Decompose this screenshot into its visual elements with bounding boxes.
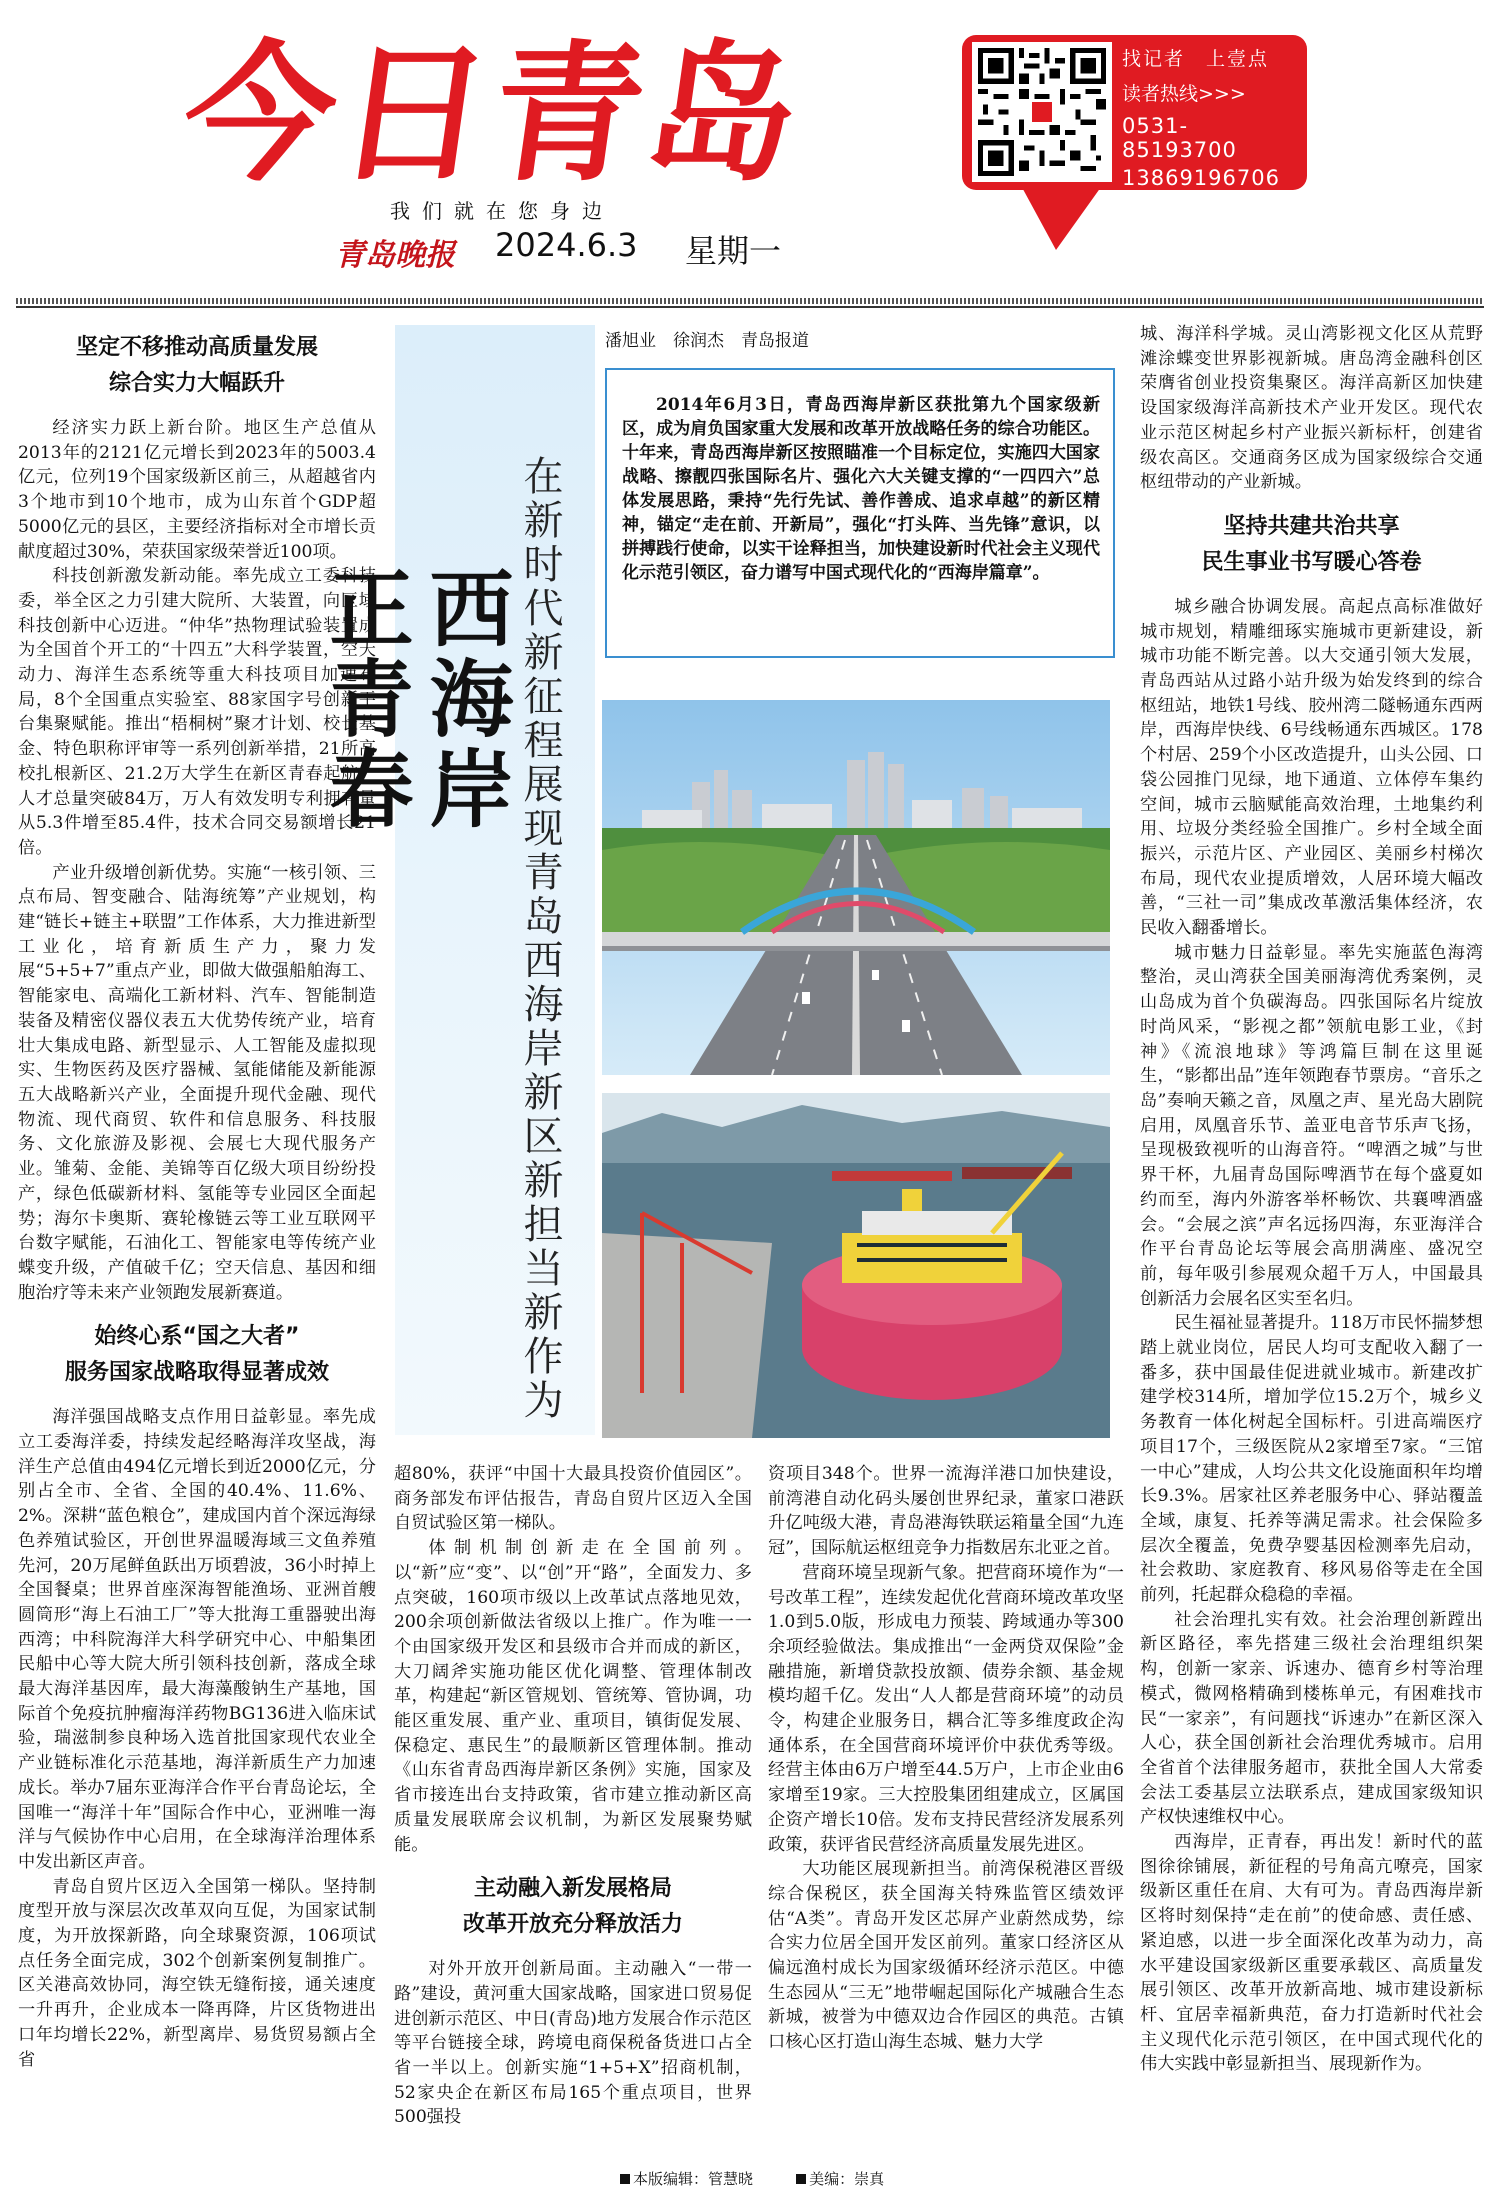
paragraph: 对外开放开创新局面。主动融入“一带一路”建设，黄河重大国家战略，国家进口贸易促进创新示范区、中日(青岛)地方发展合作示范区等平台链接全球，跨境电商保税备货进口占全省一半以上。创新实施“1+5+X”招商机制，52家央企在新区布局165个重点项目，世界500强投: [394, 1959, 752, 2128]
masthead-divider-line: [16, 306, 1484, 308]
paragraph: 社会治理扎实有效。社会治理创新蹚出新区路径，率先搭建三级社会治理组织架构，创新一家亲、诉速办、德育乡村等治理模式，微网格精确到楼栋单元，有困难找市民“一家亲”，有问题找“诉速办”在新区深入人心，获全国创新社会治理优秀城市。启用全省首个法律服务超市，获批全国人大常委会法工委基层立法联系点，建成国家级知识产权快速维权中心。: [1140, 1609, 1483, 1828]
masthead: [0, 0, 1500, 290]
square-bullet-icon: [796, 2174, 806, 2184]
hotline-phone-1[interactable]: 0531-85193700: [1122, 114, 1237, 162]
byline: 潘旭业 徐润杰 青岛报道: [605, 331, 809, 351]
lead-paragraph: [622, 393, 1100, 585]
hotline-bubble-tail: [1018, 180, 1106, 250]
page-footer: [620, 2168, 884, 2189]
paragraph: 民生福祉显著提升。118万市民怀揣梦想踏上就业岗位，居民人均可支配收入翻了一番多，获中国最佳促进就业城市。新建改扩建学校314所，增加学位15.2万个，城乡义务教育一体化树起全国标杆。引进高端医疗项目17个，三级医院从2家增至7家。“三馆一中心”建成，人均公共文化设施面积年均增长9.3%。居家社区养老服务中心、驿站覆盖全域，康复、托养等满足需求。社会保险多层次全覆盖，免费孕婴基因检测率先启动，社会救助、家庭教育、移风易俗等走在全国前列，托起群众稳稳的幸福。: [1140, 1313, 1483, 1606]
headline-line: 始终心系“国之大者”: [94, 1324, 300, 1350]
article-title: [316, 565, 515, 835]
center-column-2: [768, 1462, 1124, 2055]
hotline-label: 读者热线>>>: [1122, 83, 1246, 105]
section-headline-3: [394, 1871, 752, 1943]
article-subtitle: 在新时代新征程展现青岛西海岸新区新担当新作为: [517, 455, 563, 1423]
offshore-platform-shipyard-icon: [602, 1093, 1110, 1438]
paragraph: 城市魅力日益彰显。率先实施蓝色海湾整治，灵山湾获全国美丽海湾优秀案例，灵山岛成为首个负碳海岛。四张国际名片绽放时尚风采，“影视之都”领航电影工业，《封神》《流浪地球》等鸿篇巨制在这里诞生，“影都出品”连年领跑春节票房。“音乐之岛”奏响天籁之音，凤凰之声、星光岛大剧院启用，凤凰音乐节、盖亚电音节乐声飞扬，呈现极致视听的山海音符。“啤酒之城”与世界干杯，九届青岛国际啤酒节在每个盛夏如约而至，海内外游客举杯畅饮、共襄啤酒盛会。“会展之滨”声名远扬四海，东亚海洋合作平台青岛论坛等展会高朋满座、盛况空前，每年吸引参展观众超千万人，中国最具创新活力会展名区实至名归。: [1140, 942, 1483, 1309]
section-headline-1: [18, 330, 376, 402]
headline-line: 综合实力大幅跃升: [108, 371, 285, 396]
paragraph: 科技创新激发新动能。率先成立工委科技委，举全区之力引建大院所、大装置，向区域科技创新中心迈进。“仲华”热物理试验装置成为全国首个开工的“十四五”大科学装置，空天动力、海洋生态系统等重大科技项目加速布局，8个全国重点实验室、88家国字号创新平台集聚赋能。推出“梧桐树”聚才计划、校长基金、特色职称评审等一系列创新举措，21所高校扎根新区、21.2万大学生在新区青春起航，人才总量突破84万，万人有效发明专利拥有量从5.3件增至85.4件，技术合同交易额增长21倍。: [18, 566, 376, 858]
paragraph: 城乡融合协调发展。高起点高标准做好城市规划，精雕细琢实施城市更新建设，新城市功能不断完善。以大交通引领大发展，青岛西站从过路小站升级为始发终到的综合枢纽站，地铁1号线、胶州湾二隧畅通东西两岸，西海岸快线、6号线畅通东西城区。178个村居、259个小区改造提升，山头公园、口袋公园推门见绿，地下通道、立体停车集约空间，城市云脑赋能高效治理，土地集约利用、垃圾分类经验全国推广。乡村全域全面振兴，示范片区、产业园区、美丽乡村梯次布局，现代农业提质增效，人居环境大幅改善，“三社一司”集成改革激活集体经济，农民收入翻番增长。: [1140, 596, 1483, 939]
section-headline-4: [1140, 509, 1483, 581]
editor-credit: 本版编辑：管慧晓: [633, 2170, 754, 2188]
paragraph: 超80%，获评“中国十大最具投资价值园区”。商务部发布评估报告，青岛自贸片区迈入全国自贸试验区第一梯队。: [394, 1464, 752, 1534]
paragraph: 资项目348个。世界一流海洋港口加快建设，前湾港自动化码头屡创世界纪录，董家口港跃升亿吨级大港，青岛港海铁联运箱量全国“九连冠”，国际航运枢纽竞争力指数居东北亚之首。: [768, 1464, 1124, 1559]
right-column: [1140, 322, 1483, 2077]
masthead-title: 今日青岛: [172, 28, 814, 202]
square-bullet-icon: [620, 2174, 630, 2184]
hotline-info: [1122, 44, 1302, 190]
paragraph: 大功能区展现新担当。前湾保税港区晋级综合保税区，获全国海关特殊监管区绩效评估“A类”。青岛开发区芯屏产业蔚然成势，综合实力位居全国开发区前列。董家口经济区从偏远渔村成长为国家级循环经济示范区。中德生态园从“三无”地带崛起国际化产城融合生态新城，被誉为中德双边合作园区的典范。古镇口核心区打造山海生态城、魅力大学: [768, 1859, 1124, 2053]
paragraph: 产业升级增创新优势。实施“一核引领、三点布局、智变融合、陆海统筹”产业规划，构建“链长+链主+联盟”工作体系，大力推进新型工业化，培育新质生产力，聚力发展“5+5+7”重点产业，即做大做强船舶海工、智能家电、高端化工新材料、汽车、智能制造装备及精密仪器仪表五大优势传统产业，培育壮大集成电路、新型显示、人工智能及虚拟现实、生物医药及医疗器械、氢能储能及新能源五大战略新兴产业，全面提升现代金融、现代物流、现代商贸、软件和信息服务、科技服务、文化旅游及影视、会展七大现代服务产业。雏菊、金能、美锦等百亿级大项目纷纷投产，绿色低碳新材料、氢能等专业园区全面起势；海尔卡奥斯、赛轮橡链云等工业互联网平台数字赋能，石油化工、智能家电等传统产业蝶变升级，产值破千亿；空天信息、基因和细胞治疗等未来产业领跑发展新赛道。: [18, 862, 376, 1303]
center-column-1: [394, 1462, 752, 2130]
headline-line: 坚定不移推动高质量发展: [75, 335, 318, 360]
paragraph: 营商环境呈现新气象。把营商环境作为“一号改革工程”，连续发起优化营商环境改革攻坚1.0到5.0版，形成电力预装、跨域通办等300余项经验做法。集成推出“一金两贷双保险”金融措施，新增贷款投放额、债券余额、基金规模均超千亿。发出“人人都是营商环境”的动员令，构建企业服务日，耦合汇等多维度政企沟通体系，在全国营商环境评价中获优秀等级。经营主体由6万户增至44.5万户，上市企业由6家增至19家。三大控股集团组建成立，区属国企资产增长10倍。发布支持民营经济发展系列政策，获评省民营经济高质量发展先进区。: [768, 1562, 1124, 1855]
headline-line: 主动融入新发展格局: [473, 1876, 672, 1902]
hotline-slogan: 找记者 上壹点: [1122, 48, 1270, 70]
hotline-phone-2[interactable]: 13869196706: [1122, 166, 1280, 190]
title-panel: [395, 325, 595, 1435]
headline-line: 服务国家战略取得显著成效: [64, 1360, 329, 1386]
title-line: 正青春: [316, 565, 415, 835]
masthead-divider: [16, 298, 1484, 304]
paragraph: 经济实力跃上新台阶。地区生产总值从2013年的2121亿元增长到2023年的5003.4亿元，位列19个国家级新区前三，从超越省内3个地市到10个地市，成为山东首个GDP超5000亿元的县区，主要经济指标对全市增长贡献度超过30%，荣获国家级荣誉近100项。: [18, 418, 376, 562]
issue-date: 2024.6.3: [495, 226, 638, 264]
headline-line: 民生事业书写暖心答卷: [1201, 549, 1422, 575]
paragraph: 西海岸，正青春，再出发！新时代的蓝图徐徐铺展，新征程的号角高亢嘹亮，国家级新区重任在肩、大有可为。青岛西海岸新区将时刻保持“走在前”的使命感、责任感、紧迫感，以进一步全面深化改革为动力，高水平建设国家级新区重要承载区、高质量发展引领区、改革开放新高地、城市建设新标杆、宜居幸福新典范，奋力打造新时代社会主义现代化示范引领区，在中国式现代化的伟大实践中彰显新担当、展现新作为。: [1140, 1832, 1483, 2075]
headline-line: 改革开放充分释放活力: [462, 1912, 683, 1938]
aerial-road-city-icon: [602, 700, 1110, 1075]
section-headline-2: [18, 1319, 376, 1391]
issue-weekday: 星期一: [685, 232, 782, 270]
headline-line: 坚持共建共治共享: [1223, 513, 1400, 539]
paragraph: 城、海洋科学城。灵山湾影视文化区从荒野滩涂蝶变世界影视新城。唐岛湾金融科创区荣膺省创业投资集聚区。海洋高新区加快建设国家级海洋高新技术产业开发区。现代农业示范区树起乡村产业振兴新标杆，创建省级农高区。交通商务区成为国家级综合交通枢纽带动的产业新城。: [1140, 324, 1483, 493]
paragraph: 青岛自贸片区迈入全国第一梯队。坚持制度型开放与深层次改革双向互促，为国家试制度，为开放探新路，向全球聚资源，106项试点任务全面完成，302个创新案例复制推广。区关港高效协同，海空铁无缝衔接，通关速度一升再升，企业成本一降再降，片区货物进出口年均增长22%，新型离岸、易货贸易额占全省: [18, 1876, 376, 2070]
masthead-slogan: 我们就在您身边: [390, 199, 614, 223]
paragraph: 体制机制创新走在全国前列。以“新”应“变”、以“创”开“路”，全面发力、多点突破，160项市级以上改革试点落地见效，200余项创新做法省级以上推广。作为唯一一个由国家级开发区和县级市合并而成的新区，大刀阔斧实施功能区优化调整、管理体制改革，构建起“新区管规划、管统筹、管协调，功能区重发展、重产业、重项目，镇街促发展、保稳定、惠民生”的最顺新区管理体制。推动《山东省青岛西海岸新区条例》实施，国家及省市接连出台支持政策，省市建立推动新区高质量发展联席会议机制，为新区发展聚势赋能。: [394, 1538, 752, 1855]
title-line: 西海岸: [416, 565, 515, 835]
qr-code-icon[interactable]: [972, 42, 1112, 182]
designer-credit: 美编：崇真: [809, 2170, 885, 2188]
lead-text: 2014年6月3日，青岛西海岸新区获批第九个国家级新区，成为肩负国家重大发展和改革开放战略任务的综合功能区。十年来，青岛西海岸新区按照瞄准一个目标定位，实施四大国家战略、擦靓四张国际名片、强化六大关键支撑的“一四四六”总体发展思路，秉持“先行先试、善作善成、追求卓越”的新区精神，锚定“走在前、开新局”，强化“打头阵、当先锋”意识，以拼搏践行使命，以实干诠释担当，加快建设新时代社会主义现代化示范引领区，奋力谱写中国式现代化的“西海岸篇章”。: [622, 395, 1100, 583]
newspaper-brand: 青岛晚报: [335, 238, 455, 273]
paragraph: 海洋强国战略支点作用日益彰显。率先成立工委海洋委，持续发起经略海洋攻坚战，海洋生产总值由494亿元增长到近2000亿元，分别占全市、全省、全国的40.4%、11.6%、2%。深耕“蓝色粮仓”，建成国内首个深远海绿色养殖试验区，开创世界温暖海域三文鱼养殖先河，20万尾鲜鱼跃出万顷碧波，36小时掉上全国餐桌；世界首座深海智能渔场、亚洲首艘圆筒形“海上石油工厂”等大批海工重器驶出海西湾；中科院海洋大科学研究中心、中船集团民船中心等大院大所引领科技创新，落成全球最大海洋基因库，最大海藻酸钠生产基地，国际首个免疫抗肿瘤海洋药物BG136进入临床试验，瑞滋制参良种场入选首批国家现代农业全产业链标准化示范基地，海洋新质生产力加速成长。举办7届东亚海洋合作平台青岛论坛，全国唯一“海洋十年”国际合作中心，亚洲唯一海洋与气候协作中心启用，在全球海洋治理体系中发出新区声音。: [18, 1407, 376, 1872]
